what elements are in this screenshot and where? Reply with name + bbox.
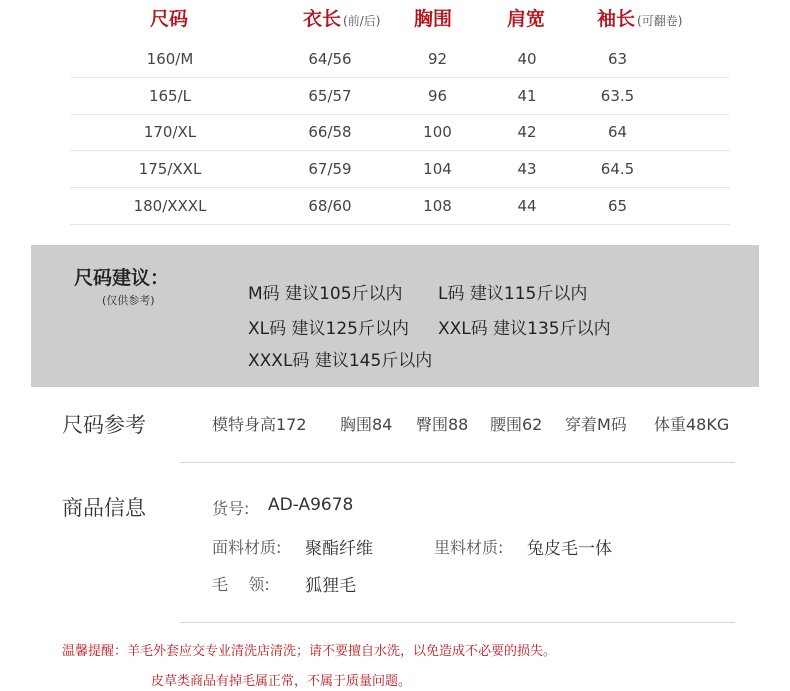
reference-item: 臀围88 xyxy=(416,415,469,434)
cell-shoulder: 41 xyxy=(517,87,537,105)
reference-item: 腰围62 xyxy=(490,415,543,434)
cell-shoulder: 42 xyxy=(517,123,537,141)
table-row xyxy=(70,78,730,115)
cell-size: 160/M xyxy=(146,50,194,68)
cell-shoulder: 43 xyxy=(517,160,537,178)
recommendation-subtitle: (仅供参考) xyxy=(102,294,155,307)
table-row xyxy=(70,114,730,151)
cell-length: 66/58 xyxy=(308,123,352,141)
lining-value: 兔皮毛一体 xyxy=(527,539,612,559)
cell-length: 65/57 xyxy=(308,87,352,105)
header-size: 尺码 xyxy=(150,8,189,30)
collar-value: 狐狸毛 xyxy=(305,576,356,596)
cell-sleeve: 63.5 xyxy=(600,87,635,105)
size-recommendation-box xyxy=(31,245,759,387)
fabric-label: 面料材质: xyxy=(212,538,282,557)
recommendation-title: 尺码建议： xyxy=(74,267,170,289)
reference-item: 模特身高172 xyxy=(212,415,307,434)
sku-label: 货号: xyxy=(212,499,250,518)
header-sleeve: 袖长 (可翻卷) xyxy=(597,8,683,30)
recommendation-item: XXXL码 建议145斤以内 xyxy=(248,351,433,371)
table-row xyxy=(70,41,730,78)
care-note: 温馨提醒：羊毛外套应交专业清洗店清洗；请不要擅自水洗，以免造成不必要的损失。 xyxy=(62,644,557,659)
cell-sleeve: 64 xyxy=(607,123,628,141)
reference-item: 胸围84 xyxy=(340,415,393,434)
header-chest: 胸围 xyxy=(414,8,453,30)
cell-chest: 100 xyxy=(423,123,452,141)
cell-sleeve: 63 xyxy=(607,50,628,68)
cell-size: 170/XL xyxy=(143,123,197,141)
divider xyxy=(180,462,735,463)
header-length: 衣长 (前/后) xyxy=(303,8,381,30)
cell-length: 67/59 xyxy=(308,160,352,178)
recommendation-item: L码 建议115斤以内 xyxy=(438,284,588,304)
cell-chest: 96 xyxy=(427,87,448,105)
lining-label: 里料材质: xyxy=(434,538,504,557)
cell-chest: 104 xyxy=(423,160,452,178)
sku-value: AD-A9678 xyxy=(268,495,354,515)
reference-title: 尺码参考 xyxy=(62,413,146,437)
cell-sleeve: 64.5 xyxy=(600,160,635,178)
reference-item: 体重48KG xyxy=(654,415,730,434)
fabric-value: 聚酯纤维 xyxy=(305,539,373,559)
cell-chest: 92 xyxy=(427,50,448,68)
divider xyxy=(180,622,735,623)
cell-shoulder: 40 xyxy=(517,50,537,68)
cell-sleeve: 65 xyxy=(607,197,628,215)
recommendation-item: XL码 建议125斤以内 xyxy=(248,319,409,339)
cell-length: 68/60 xyxy=(308,197,352,215)
table-row xyxy=(70,151,730,188)
reference-item: 穿着M码 xyxy=(565,415,627,434)
cell-size: 175/XXL xyxy=(138,160,202,178)
cell-chest: 108 xyxy=(423,197,452,215)
table-row xyxy=(70,188,730,225)
product-info-title: 商品信息 xyxy=(62,496,146,520)
recommendation-item: M码 建议105斤以内 xyxy=(248,284,403,304)
cell-length: 64/56 xyxy=(308,50,352,68)
fur-note: 皮草类商品有掉毛属正常，不属于质量问题。 xyxy=(151,674,412,689)
recommendation-item: XXL码 建议135斤以内 xyxy=(438,319,611,339)
cell-size: 180/XXXL xyxy=(133,197,207,215)
cell-shoulder: 44 xyxy=(517,197,537,215)
collar-label: 毛 领: xyxy=(212,575,270,594)
cell-size: 165/L xyxy=(148,87,192,105)
header-shoulder: 肩宽 xyxy=(507,8,546,30)
